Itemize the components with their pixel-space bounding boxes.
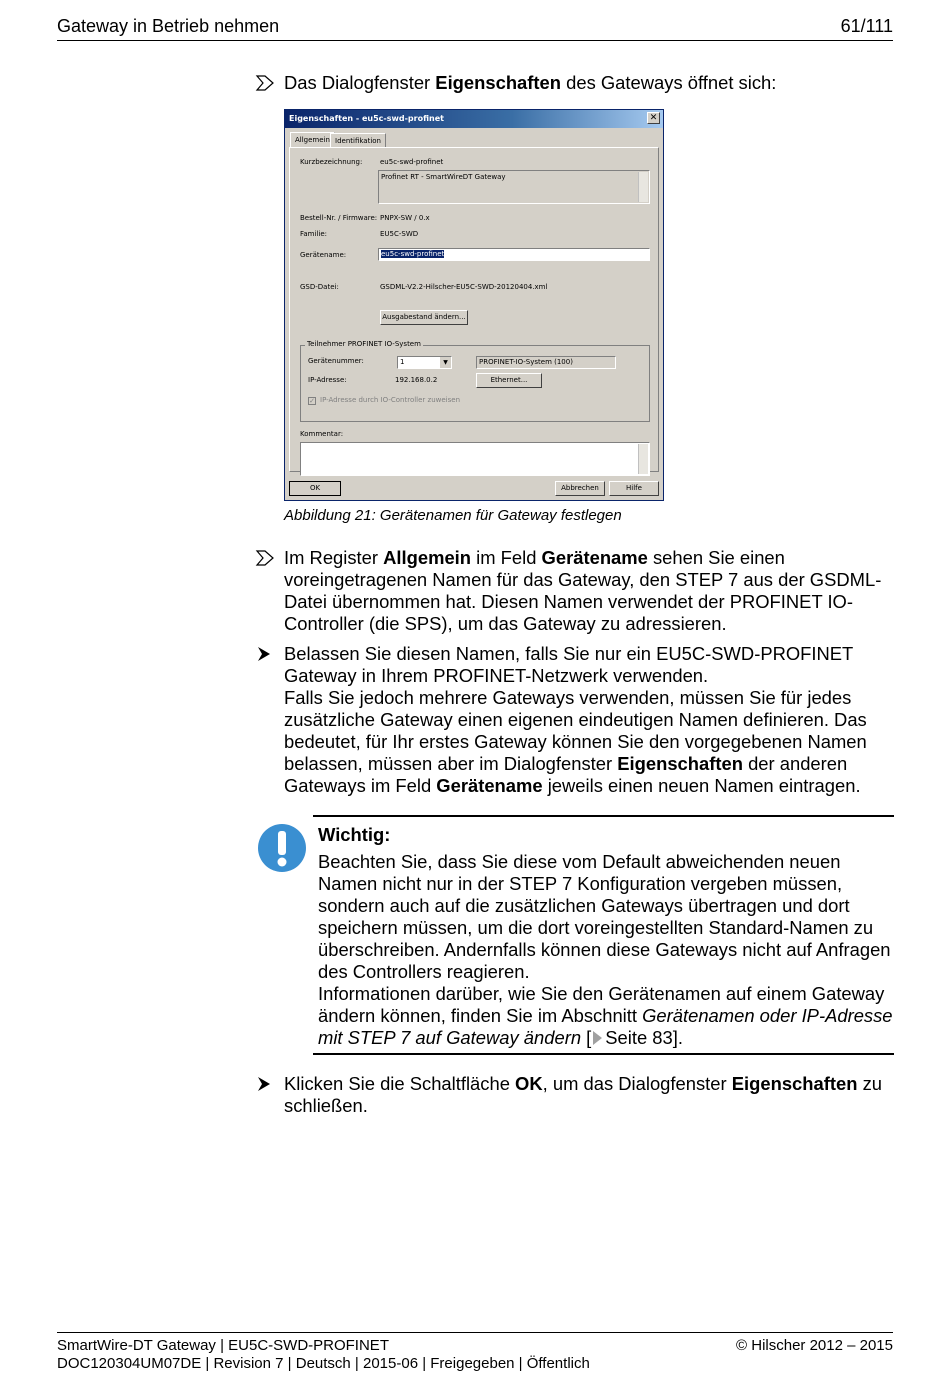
page-header <box>57 14 893 41</box>
page-footer <box>57 1332 893 1372</box>
ausgabestand-button[interactable]: Ausgabestand ändern... <box>380 310 468 325</box>
geraetename-label: Gerätename: <box>300 251 347 259</box>
group-title: Teilnehmer PROFINET IO-System <box>307 340 421 348</box>
tab-identifikation[interactable]: Identifikation <box>330 133 386 148</box>
note-text: Beachten Sie, dass Sie diese vom Default abweichenden neuen Namen nicht nur in der STEP 7 Konfiguration vergeben müssen, sondern auch auf die zusätzlichen Gateways übertragen und dort speichern müssen, um die dort voreingestellten Standard-Namen zu überschreiben. Andernfalls können diese Gateways nicht auf Anfragen des Controllers reagieren. Informationen darüber, wie Sie den Gerätenamen auf einem Gateway ändern können, finden Sie im Abschnitt Gerätenamen oder IP-Adresse mit STEP 7 auf Gateway ändern [ Seite 83]. <box>318 851 893 1048</box>
important-icon <box>257 823 307 873</box>
geraetenummer-select[interactable]: 1 ▼ <box>397 356 452 369</box>
kommentar-label: Kommentar: <box>300 430 344 438</box>
properties-dialog-screenshot <box>284 109 664 501</box>
figure-caption: Abbildung 21: Gerätenamen für Gateway festlegen <box>284 507 622 524</box>
result-arrow-icon <box>255 547 279 569</box>
tab-panel <box>289 147 659 472</box>
bestell-label: Bestell-Nr. / Firmware: <box>300 214 378 222</box>
geraetenummer-label: Gerätenummer: <box>308 357 364 365</box>
note-bottom-rule <box>313 1053 894 1055</box>
header-title: Gateway in Betrieb nehmen <box>57 16 280 36</box>
gsd-label: GSD-Datei: <box>300 283 339 291</box>
ip-label: IP-Adresse: <box>308 376 347 384</box>
paragraph-belassen: Belassen Sie diesen Namen, falls Sie nur ein EU5C-SWD-PROFINET Gateway in Ihrem PROFINET-Netzwerk verwenden. Falls Sie jedoch mehrere Gateways verwenden, müssen Sie für jedes zusätzliche Gateway einen eigenen eindeutigen Namen definieren. Das bedeutet, für Ihr erstes Gateway können Sie den vorgegebenen Namen belassen, müssen aber im Dialogfenster Eigenschaften der anderen Gateways im Feld Gerätename jeweils einen neuen Namen eintragen. <box>284 643 867 796</box>
header-page-number: 61/111 <box>840 16 893 36</box>
familie-value: EU5C-SWD <box>380 230 419 238</box>
chevron-down-icon[interactable]: ▼ <box>439 357 451 368</box>
bestell-value: PNPX-SW / 0.x <box>380 214 430 222</box>
footer-product: SmartWire-DT Gateway | EU5C-SWD-PROFINET <box>57 1337 389 1354</box>
page-reference[interactable]: Seite 83 <box>605 1027 673 1048</box>
description-field[interactable]: Profinet RT - SmartWireDT Gateway <box>378 170 650 204</box>
iosystem-field: PROFINET-IO-System (100) <box>476 356 616 369</box>
action-arrow-icon <box>255 643 279 665</box>
gsd-value: GSDML-V2.2-Hilscher-EU5C-SWD-20120404.xml <box>380 283 548 291</box>
note-title: Wichtig: <box>318 824 391 845</box>
action-arrow-icon <box>255 1073 279 1095</box>
kommentar-textarea[interactable] <box>300 442 650 476</box>
io-system-group <box>300 340 650 422</box>
ok-button[interactable]: OK <box>289 481 341 496</box>
footer-document: DOC120304UM07DE | Revision 7 | Deutsch | 2015-06 | Freigegeben | Öffentlich <box>57 1355 590 1372</box>
dialog-titlebar: Eigenschaften - eu5c-swd-profinet ✕ <box>285 110 663 128</box>
close-icon[interactable]: ✕ <box>647 112 660 124</box>
page-link-arrow-icon <box>593 1031 602 1045</box>
abbrechen-button[interactable]: Abbrechen <box>555 481 605 496</box>
ethernet-button[interactable]: Ethernet... <box>476 373 542 388</box>
kurz-label: Kurzbezeichnung: <box>300 158 363 166</box>
result-arrow-icon <box>255 72 279 94</box>
geraetename-input[interactable]: eu5c-swd-profinet <box>378 248 650 261</box>
paragraph-ok: Klicken Sie die Schaltfläche OK, um das Dialogfenster Eigenschaften zu schließen. <box>284 1073 882 1116</box>
hilfe-button[interactable]: Hilfe <box>609 481 659 496</box>
footer-copyright: © Hilscher 2012 – 2015 <box>736 1337 893 1354</box>
kurz-value: eu5c-swd-profinet <box>380 158 444 166</box>
section-link[interactable]: Gerätenamen oder IP-Adresse mit STEP 7 auf Gateway ändern <box>318 1005 893 1048</box>
note-top-rule <box>313 815 894 817</box>
intro-text: Das Dialogfenster Eigenschaften des Gateways öffnet sich: <box>284 72 777 93</box>
tab-allgemein[interactable]: Allgemein <box>290 132 335 148</box>
ip-assign-checkbox[interactable]: ✓ <box>309 397 315 405</box>
paragraph-register: Im Register Allgemein im Feld Gerätename sehen Sie einen voreingetragenen Namen für das Gateway, den STEP 7 aus der GSDML-Datei übernommen hat. Diesen Namen verwendet der PROFINET IO-Controller (die SPS), um das Gateway zu adressieren. <box>284 547 882 634</box>
ip-assign-label: IP-Adresse durch IO-Controller zuweisen <box>320 396 461 404</box>
ip-value: 192.168.0.2 <box>395 376 438 384</box>
familie-label: Familie: <box>300 230 327 238</box>
